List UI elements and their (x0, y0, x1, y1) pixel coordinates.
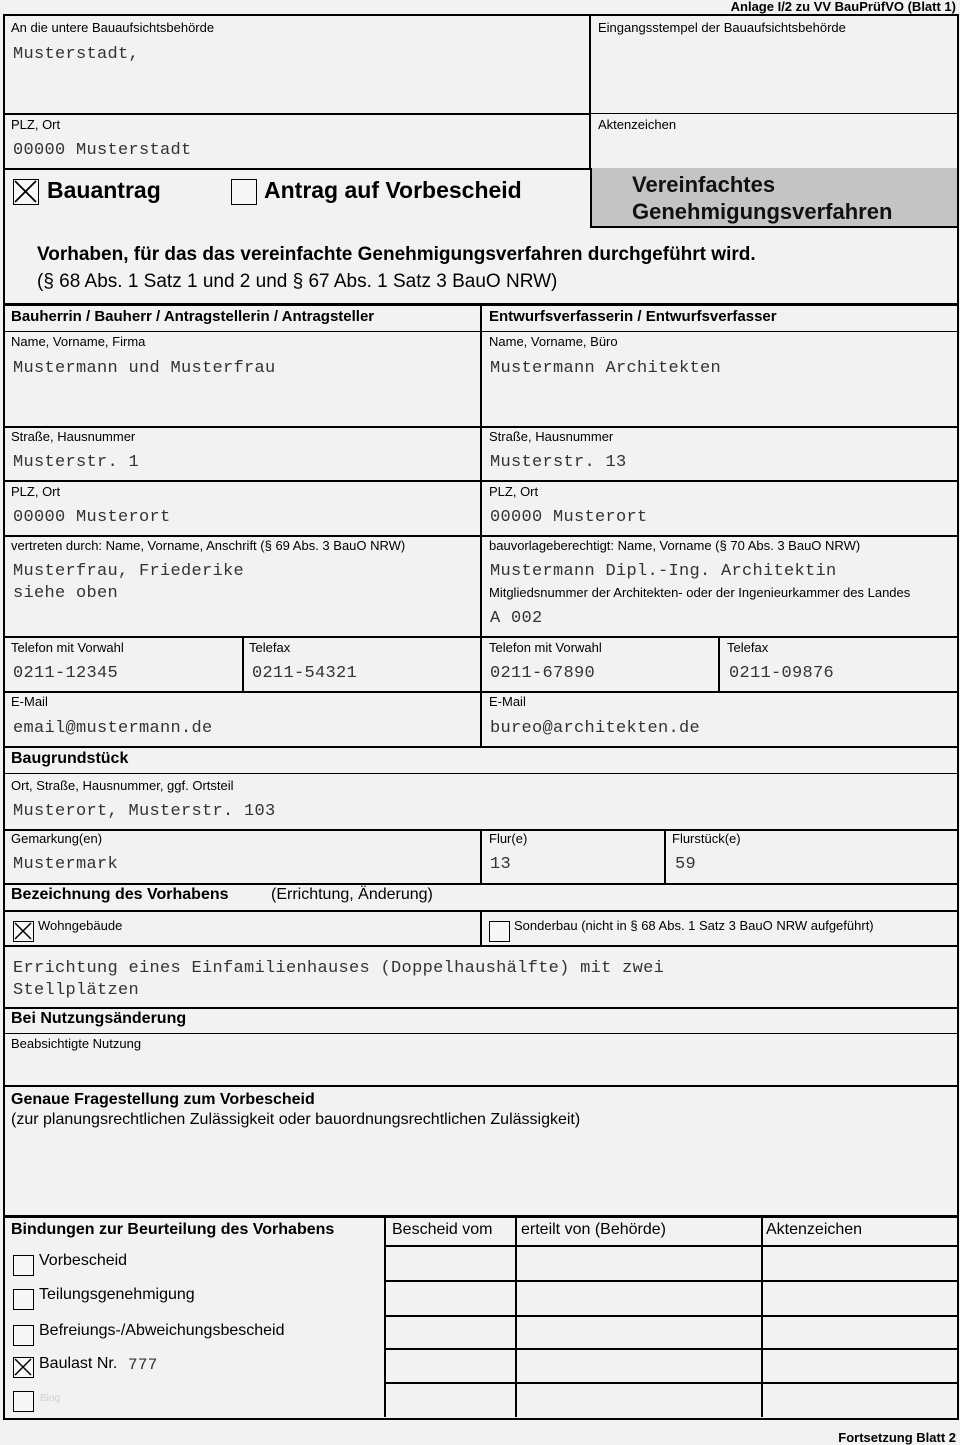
applicant-fax-label: Telefax (249, 640, 291, 655)
project-heading-note: (Errichtung, Änderung) (271, 886, 433, 903)
project-description-field[interactable]: Errichtung eines Einfamilienhauses (Doppelhaushälfte) mit zwei (13, 959, 665, 978)
divider (3, 1007, 957, 1009)
bauantrag-label: Bauantrag (47, 177, 161, 203)
divider (3, 883, 957, 885)
divider (480, 305, 482, 747)
architect-member-field[interactable]: A 002 (490, 609, 543, 628)
architect-plz-field[interactable]: 00000 Musterort (490, 508, 648, 527)
baulast-label: Baulast Nr. (39, 1355, 118, 1372)
continuation-label: Fortsetzung Blatt 2 (838, 1430, 956, 1445)
divider (3, 480, 957, 482)
architect-phone-label: Telefon mit Vorwahl (489, 640, 602, 655)
divider (384, 1280, 957, 1282)
check-x-icon (14, 1358, 32, 1376)
plz-field[interactable]: 00000 Musterstadt (13, 141, 192, 160)
architect-email-label: E-Mail (489, 694, 526, 709)
divider (761, 1217, 763, 1417)
architect-heading: Entwurfsverfasserin / Entwurfsverfasser (489, 308, 777, 325)
annex-label: Anlage I/2 zu VV BauPrüfVO (Blatt 1) (730, 0, 956, 14)
bindings-col-issuer: erteilt von (Behörde) (521, 1221, 666, 1238)
bindings-heading: Bindungen zur Beurteilung des Vorhabens (11, 1221, 335, 1238)
divider (242, 637, 244, 692)
architect-phone-field[interactable]: 0211-67890 (490, 664, 596, 683)
divider (3, 331, 957, 332)
divider (3, 945, 957, 947)
applicant-name-field[interactable]: Mustermann und Musterfrau (13, 359, 276, 378)
special-building-checkbox[interactable] (489, 921, 510, 942)
teilungsgenehmigung-checkbox[interactable] (13, 1289, 34, 1310)
architect-street-field[interactable]: Musterstr. 13 (490, 453, 627, 472)
question-field[interactable] (5, 1132, 955, 1214)
divider (3, 426, 957, 428)
flurstueck-label: Flurstück(e) (672, 831, 741, 846)
residential-checkbox[interactable] (13, 921, 34, 942)
divider (384, 1245, 957, 1247)
architect-name-field[interactable]: Mustermann Architekten (490, 359, 722, 378)
bindings-col-reference: Aktenzeichen (766, 1221, 863, 1238)
baulast-checkbox[interactable] (13, 1357, 34, 1378)
applicant-street-field[interactable]: Musterstr. 1 (13, 453, 140, 472)
flur-label: Flur(e) (489, 831, 528, 846)
applicant-email-label: E-Mail (11, 694, 48, 709)
bindings-col-date: Bescheid vom (392, 1221, 493, 1238)
divider (384, 1348, 957, 1350)
usage-heading: Bei Nutzungsänderung (11, 1010, 187, 1027)
applicant-heading: Bauherrin / Bauherr / Antragstellerin / Antragsteller (11, 308, 375, 325)
procedure-line2: Genehmigungsverfahren (632, 199, 893, 224)
vorbescheid-binding-label: Vorbescheid (39, 1252, 128, 1269)
architect-authorized-field[interactable]: Mustermann Dipl.-Ing. Architektin (490, 562, 837, 581)
file-number-label: Aktenzeichen (598, 117, 677, 132)
gemarkung-field[interactable]: Mustermark (13, 855, 119, 874)
divider (384, 1315, 957, 1317)
watermark-note: Blog (40, 1393, 61, 1404)
applicant-phone-field[interactable]: 0211-12345 (13, 664, 119, 683)
divider (3, 1033, 957, 1034)
divider (3, 1215, 957, 1218)
project-description-line1: Vorhaben, für das das vereinfachte Genehmigungsverfahren durchgeführt wird. (37, 244, 756, 265)
vorbescheid-binding-checkbox[interactable] (13, 1255, 34, 1276)
architect-authorized-label: bauvorlageberechtigt: Name, Vorname (§ 70 Abs. 3 BauO NRW) (489, 538, 861, 553)
authority-field[interactable]: Musterstadt, (13, 45, 140, 64)
residential-label: Wohngebäude (38, 918, 123, 933)
plot-location-label: Ort, Straße, Hausnummer, ggf. Ortsteil (11, 778, 234, 793)
divider (3, 1085, 957, 1087)
divider (3, 773, 957, 774)
divider (718, 637, 720, 692)
project-description-field-line2[interactable]: Stellplätzen (13, 981, 140, 1000)
applicant-representative-field-line2[interactable]: siehe oben (13, 584, 119, 603)
applicant-phone-label: Telefon mit Vorwahl (11, 640, 124, 655)
project-description-line2: (§ 68 Abs. 1 Satz 1 und 2 und § 67 Abs. 1 Satz 3 BauO NRW) (37, 271, 558, 292)
divider (664, 830, 666, 884)
applicant-street-label: Straße, Hausnummer (11, 429, 136, 444)
divider (384, 1217, 386, 1417)
divider (3, 535, 957, 537)
question-subheading: (zur planungsrechtlichen Zulässigkeit oder bauordnungsrechtlichen Zulässigkeit) (11, 1111, 581, 1128)
divider (515, 1217, 517, 1417)
vorbescheid-label: Antrag auf Vorbescheid (264, 177, 522, 203)
intended-usage-label: Beabsichtigte Nutzung (11, 1036, 142, 1051)
flurstueck-field[interactable]: 59 (675, 855, 697, 874)
gemarkung-label: Gemarkung(en) (11, 831, 103, 846)
architect-fax-field[interactable]: 0211-09876 (729, 664, 835, 683)
plot-heading: Baugrundstück (11, 750, 129, 767)
authority-label: An die untere Bauaufsichtsbehörde (11, 20, 215, 35)
divider (589, 113, 957, 114)
befreiung-label: Befreiungs-/Abweichungsbescheid (39, 1322, 285, 1339)
teilungsgenehmigung-label: Teilungsgenehmigung (39, 1286, 195, 1303)
plz-label: PLZ, Ort (11, 117, 61, 132)
applicant-plz-field[interactable]: 00000 Musterort (13, 508, 171, 527)
divider (3, 691, 957, 693)
stamp-label: Eingangsstempel der Bauaufsichtsbehörde (598, 20, 846, 35)
divider (480, 830, 482, 884)
applicant-plz-label: PLZ, Ort (11, 484, 61, 499)
architect-fax-label: Telefax (727, 640, 769, 655)
procedure-box (590, 168, 957, 228)
applicant-representative-field[interactable]: Musterfrau, Friederike (13, 562, 245, 581)
architect-name-label: Name, Vorname, Büro (489, 334, 618, 349)
applicant-fax-field[interactable]: 0211-54321 (252, 664, 358, 683)
divider (3, 636, 957, 638)
divider (3, 113, 590, 115)
vorbescheid-checkbox[interactable] (231, 179, 257, 205)
special-building-label: Sonderbau (nicht in § 68 Abs. 1 Satz 3 BauO NRW aufgeführt) (514, 918, 874, 933)
architect-member-label: Mitgliedsnummer der Architekten- oder der Ingenieurkammer des Landes (489, 585, 911, 600)
divider (3, 746, 957, 748)
procedure-line1: Vereinfachtes (632, 172, 776, 197)
architect-plz-label: PLZ, Ort (489, 484, 539, 499)
flur-field[interactable]: 13 (490, 855, 512, 874)
question-heading: Genaue Fragestellung zum Vorbescheid (11, 1091, 315, 1108)
baulast-number-field[interactable]: 777 (128, 1356, 158, 1374)
applicant-name-label: Name, Vorname, Firma (11, 334, 146, 349)
applicant-representative-label: vertreten durch: Name, Vorname, Anschrift (§ 69 Abs. 3 BauO NRW) (11, 538, 406, 553)
check-x-icon (14, 180, 37, 203)
intended-usage-field[interactable] (5, 1052, 955, 1084)
befreiung-checkbox[interactable] (13, 1325, 34, 1346)
other-binding-checkbox[interactable] (13, 1391, 34, 1412)
divider (589, 14, 591, 169)
divider (480, 911, 482, 946)
plot-location-field[interactable]: Musterort, Musterstr. 103 (13, 802, 276, 821)
architect-email-field[interactable]: bureo@architekten.de (490, 719, 701, 738)
bauantrag-checkbox[interactable] (13, 179, 39, 205)
project-heading: Bezeichnung des Vorhabens (11, 886, 229, 903)
applicant-email-field[interactable]: email@mustermann.de (13, 719, 213, 738)
check-x-icon (14, 922, 32, 940)
architect-street-label: Straße, Hausnummer (489, 429, 614, 444)
divider (384, 1382, 957, 1384)
